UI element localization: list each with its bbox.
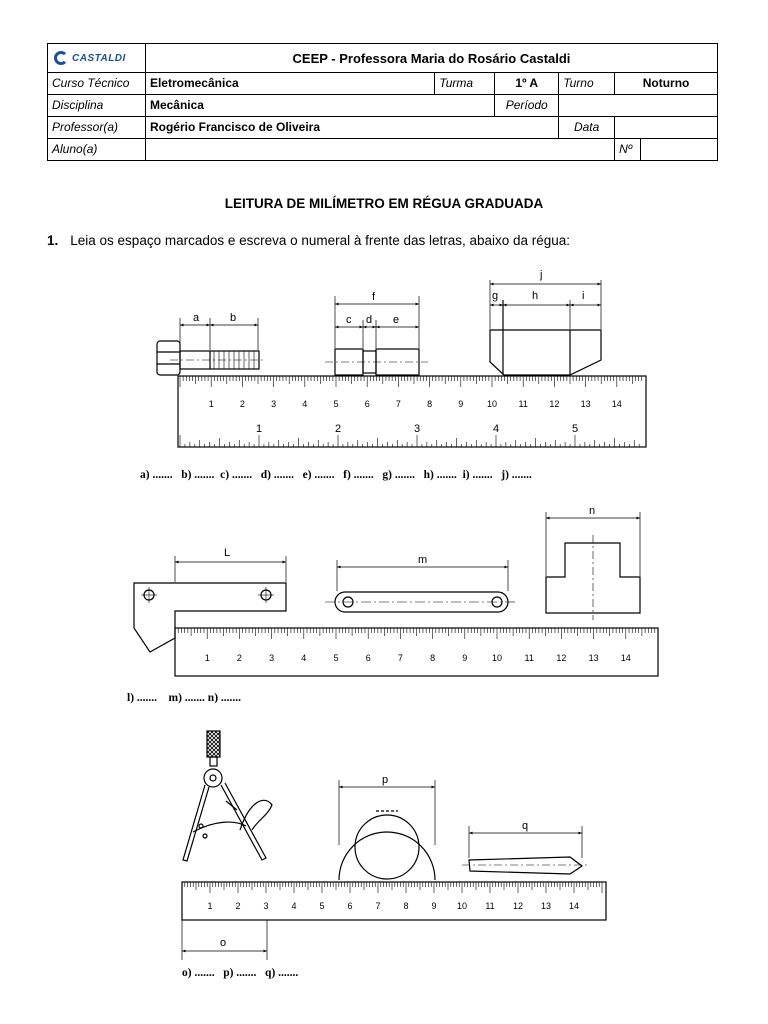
turma-label: Turma [435,73,495,95]
bolt [157,341,266,375]
dim-label-h: h [532,290,539,302]
turno-label: Turno [559,73,615,95]
ruler-cm-label: 11 [485,901,495,911]
data-label: Data [559,117,615,139]
question-number: 1. [47,233,59,248]
ruler-cm-label: 1 [208,399,214,409]
answers-figure-1[interactable]: a) ....... b) ....... c) ....... d) ....... e) ....... f) ....... g) ....... h) ....... i) ....... j) ....... [140,469,532,481]
link-bar [325,592,518,612]
ruler-cm-label: 12 [549,399,560,409]
ruler-inch-label: 2 [334,423,342,435]
ruler-cm-label: 3 [269,653,275,663]
professor-value: Rogério Francisco de Oliveira [145,117,558,139]
turma-value: 1º A [495,73,559,95]
dim-label-q: q [522,820,529,832]
logo-text: CASTALDI [72,52,126,64]
dimension-L [175,556,286,582]
ruler-cm-label: 14 [611,399,622,409]
taper-pin [462,857,590,874]
ruler-cm-label: 4 [302,399,308,409]
ruler-cm-label: 6 [364,399,370,409]
ruler-cm-label: 3 [263,901,269,911]
coupling [325,349,428,375]
ruler-cm-label: 8 [427,399,433,409]
dim-label-f: f [372,291,376,303]
ruler-cm-label: 11 [524,653,534,663]
dim-label-i: i [582,290,585,302]
ruler-cm-label: 9 [431,901,437,911]
dim-label-o: o [220,937,227,949]
compass [183,731,272,861]
ruler-cm-label: 13 [588,653,599,663]
ruler-cm-label: 1 [204,653,210,663]
dim-label-d: d [366,314,373,326]
ruler-cm-label: 2 [239,399,245,409]
dimension-g-h-i-j [490,280,601,329]
turno-value: Noturno [615,73,718,95]
ruler-inch-label: 3 [413,423,421,435]
dim-label-e: e [393,314,400,326]
disciplina-value: Mecânica [145,95,494,117]
ruler-cm-label: 5 [319,901,325,911]
ruler-cm-label: 2 [235,901,241,911]
ring [339,811,435,880]
curso-value: Eletromecânica [145,73,434,95]
ruler-cm-label: 1 [207,901,213,911]
dim-label-n: n [589,505,596,517]
page-title: LEITURA DE MILÍMETRO EM RÉGUA GRADUADA [224,196,544,211]
disciplina-label: Disciplina [48,95,146,117]
block-trapezoid [490,300,601,375]
ruler-2 [175,628,658,676]
ruler-cm-label: 4 [291,901,297,911]
ruler-cm-label: 3 [271,399,277,409]
ruler-cm-label: 4 [301,653,307,663]
ruler-cm-label: 13 [540,901,552,911]
ruler-cm-label: 13 [580,399,591,409]
school-name: CEEP - Professora Maria do Rosário Castaldi [145,44,717,73]
dim-label-p: p [382,774,389,786]
dim-label-c: c [346,314,352,326]
ruler-cm-label: 14 [620,653,631,663]
t-block [546,535,640,620]
answers-figure-3[interactable]: o) ....... p) ....... q) ....... [182,967,299,979]
periodo-label: Período [495,95,559,117]
ruler-cm-label: 7 [375,901,381,911]
ruler-cm-label: 14 [568,901,580,911]
ruler-cm-label: 10 [491,653,503,663]
dim-label-j: j [540,269,543,281]
ruler-cm-label: 5 [333,653,339,663]
ruler-cm-label: 12 [556,653,567,663]
ruler-cm-label: 10 [486,399,498,409]
ruler-inch-label: 1 [255,423,263,435]
ruler-cm-label: 7 [395,399,401,409]
ruler-cm-label: 9 [458,399,464,409]
ruler-cm-label: 10 [456,901,468,911]
dim-label-b: b [230,312,237,324]
answers-figure-2[interactable]: l) ....... m) ....... n) ....... [127,692,242,704]
aluno-label: Aluno(a) [48,139,146,161]
dimension-a-b [180,318,258,350]
ruler-1 [178,376,646,447]
ruler-cm-label: 11 [518,399,528,409]
dim-label-m: m [418,554,428,566]
dimension-n [546,512,640,576]
ruler-inch-label: 4 [492,423,500,435]
ruler-cm-label: 9 [462,653,468,663]
ruler-cm-label: 5 [333,399,339,409]
dim-label-L: L [224,547,231,559]
ruler-cm-label: 2 [236,653,242,663]
curso-label: Curso Técnico [48,73,146,95]
question-text: Leia os espaço marcados e escreva o numeral à frente das letras, abaixo da régua: [70,233,571,248]
dim-label-g: g [492,290,499,302]
ruler-cm-label: 8 [403,901,409,911]
ruler-cm-label: 7 [397,653,403,663]
ruler-cm-label: 6 [365,653,371,663]
ruler-3 [182,882,606,920]
ruler-cm-label: 6 [347,901,353,911]
professor-label: Professor(a) [48,117,146,139]
ruler-cm-label: 8 [430,653,436,663]
bracket-L [134,583,286,652]
ruler-inch-label: 5 [571,423,579,435]
numero-label: Nº [615,139,641,161]
ruler-cm-label: 12 [512,901,524,911]
dimension-p [339,780,435,845]
dim-label-a: a [193,312,200,324]
